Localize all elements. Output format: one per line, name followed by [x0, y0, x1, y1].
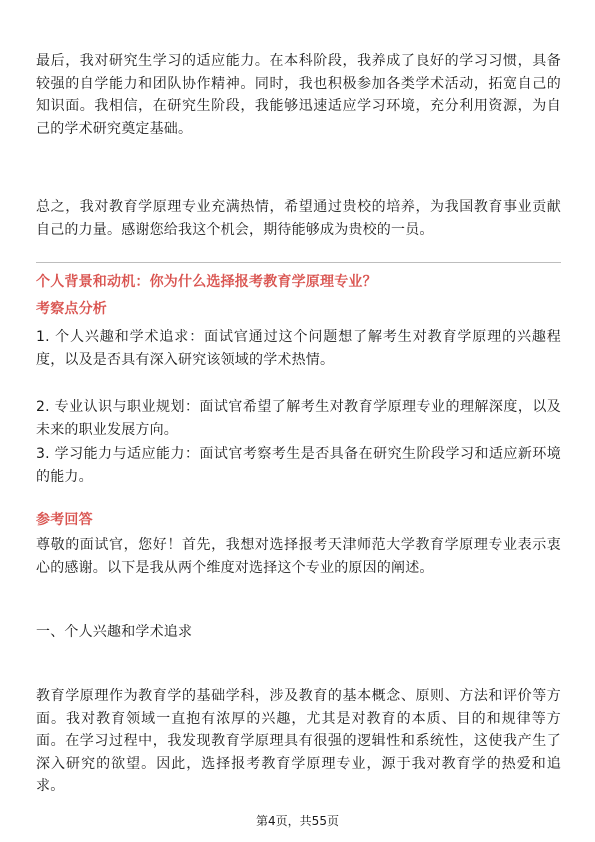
- section-divider: [36, 262, 561, 263]
- answer-heading: 参考回答: [36, 512, 93, 528]
- closing-paragraph-adaptability: 最后，我对研究生学习的适应能力。在本科阶段，我养成了良好的学习习惯，具备较强的自学能力和团队协作精神。同时，我也积极参加各类学术活动，拓宽自己的知识面。我相信，在研究生阶段，我能够迅速适应学习环境，充分利用资源，为自己的学术研究奠定基础。: [36, 53, 561, 137]
- answer-intro: 尊敬的面试官，您好！首先，我想对选择报考天津师范大学教育学原理专业表示衷心的感谢。以下是我从两个维度对选择这个专业的原因的阐述。: [36, 537, 561, 576]
- analysis-heading: 考察点分析: [36, 301, 107, 317]
- page-number: 第4页，共55页: [256, 814, 339, 828]
- analysis-point-3: 3. 学习能力与适应能力：面试官考察考生是否具备在研究生阶段学习和适应新环境的能力。: [36, 446, 561, 485]
- analysis-point-1: 1. 个人兴趣和学术追求：面试官通过这个问题想了解考生对教育学原理的兴趣程度，以及是否具有深入研究该领域的学术热情。: [36, 329, 561, 368]
- section-1-title: 一、个人兴趣和学术追求: [36, 624, 193, 640]
- question-title: 个人背景和动机：你为什么选择报考教育学原理专业？: [36, 274, 377, 290]
- analysis-point-2: 2. 专业认识与职业规划：面试官希望了解考生对教育学原理专业的理解深度，以及未来的职业发展方向。: [36, 399, 561, 438]
- section-1-body: 教育学原理作为教育学的基础学科，涉及教育的基本概念、原则、方法和评价等方面。我对教育领域一直抱有浓厚的兴趣，尤其是对教育的本质、目的和规律等方面。在学习过程中，我发现教育学原理具有很强的逻辑性和系统性，这使我产生了深入研究的欲望。因此，选择报考教育学原理专业，源于我对教育学的热爱和追求。: [36, 688, 561, 794]
- closing-paragraph-summary: 总之，我对教育学原理专业充满热情，希望通过贵校的培养，为我国教育事业贡献自己的力量。感谢您给我这个机会，期待能够成为贵校的一员。: [36, 199, 561, 238]
